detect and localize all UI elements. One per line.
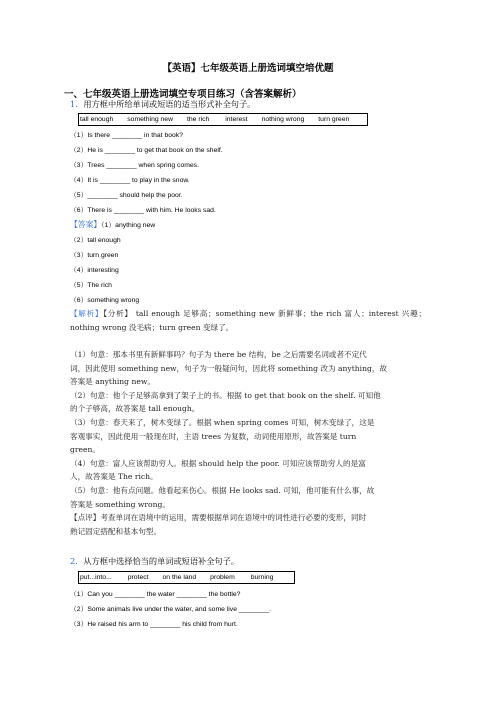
word-bank-option: put...into...: [80, 574, 112, 581]
answer-item: （4）interesting: [70, 267, 119, 274]
word-bank-option: turn green: [318, 116, 350, 123]
question-item: （2）He is ________ to get that book on the shelf.: [70, 147, 223, 154]
analysis-line: 答案是 something wrong。: [70, 499, 170, 509]
page-title: 【英语】七年级英语上册选词填空培优题: [162, 63, 334, 74]
word-bank-box: [78, 113, 368, 126]
analysis-line: 的个子够高，故答案是 tall enough。: [70, 404, 200, 414]
analysis-label: 【解析】: [70, 309, 104, 318]
analysis-line: green。: [70, 445, 100, 455]
word-bank-option: interest: [225, 116, 248, 123]
question-number: 2．: [70, 556, 84, 566]
question-2-prompt: [70, 556, 239, 567]
analysis-line: （5）句意：他有点问题。他看起来伤心。根据 He looks sad. 可知，他可能有什么事，故: [70, 485, 375, 495]
question-item: （3）Trees ________ when spring comes.: [70, 162, 199, 169]
question-1-prompt: [70, 99, 255, 110]
word-bank-option: on the land: [162, 574, 197, 581]
comment-line: 【点评】考查单词在语境中的运用，需要根据单词在语境中的词性进行必要的变形，同时: [70, 513, 367, 523]
comment-line: 熟记固定搭配和基本句型。: [70, 526, 162, 536]
question-item: （2）Some animals live under the water, and some live ________.: [70, 606, 271, 613]
word-bank-option: burning: [250, 574, 274, 581]
analysis-line: （2）句意：他个子足够高拿到了架子上的书。根据 to get that book on the shelf. 可知他: [70, 390, 381, 400]
answer-item: （2）tall enough: [70, 237, 121, 244]
word-bank-option: something new: [127, 116, 173, 123]
analysis-paragraph: [70, 307, 426, 334]
analysis-line: （1）句意：那本书里有新鲜事吗？句子为 there be 结构，be 之后需要名词或者不定代: [70, 350, 367, 359]
question-item: （3）He raised his arm to ________ his child from hurt.: [70, 621, 238, 628]
section-heading: 一、七年级英语上册选词填空专项目练习（含答案解析）: [64, 89, 302, 100]
question-item: （1）Is there ________ in that book?: [70, 132, 183, 139]
analysis-line: 答案是 anything new。: [70, 377, 155, 387]
question-number: 1．: [70, 99, 84, 109]
answer-item: （3）turn green: [70, 252, 119, 259]
analysis-line: （4）句意：富人应该帮助穷人。根据 should help the poor. 可知应该帮助穷人的是富: [70, 458, 366, 468]
question-instruction: 从方框中选择恰当的单词或短语补全句子。: [83, 556, 239, 566]
analysis-details: [70, 348, 426, 538]
answer-line-1: [70, 219, 155, 230]
analysis-line: （3）句意：春天来了，树木变绿了。根据 when spring comes 可知，树木变绿了，这是: [70, 417, 375, 427]
analysis-line: 客观事实，因此使用一般现在时，主语 trees 为复数，动词使用原形，故答案是 turn: [70, 431, 357, 441]
question-item: （5）________ should help the poor.: [70, 192, 183, 199]
word-bank-option: nothing wrong: [261, 116, 305, 123]
analysis-line: 人，故答案是 The rich。: [70, 472, 158, 482]
word-bank-option: problem: [210, 574, 235, 581]
word-bank-option: the rich: [186, 116, 210, 123]
answer-item: （6）something wrong: [70, 297, 140, 304]
answer-label: 【答案】: [70, 220, 102, 229]
answer-item: （1）anything new: [101, 222, 156, 229]
question-item: （6）There is ________ with him. He looks sad.: [70, 207, 216, 214]
analysis-text: 【分析】 tall enough 足够高；something new 新鲜事；the rich 富人；interest 兴趣；nothing wrong 没毛病；turn green 变绿了。: [70, 309, 427, 332]
answer-item: （5）The rich: [70, 282, 112, 289]
question-instruction: 用方框中所给单词或短语的适当形式补全句子。: [83, 99, 256, 109]
analysis-line: 词，因此使用 something new，句子为一般疑问句，因此将 something 改为 anything，故: [70, 363, 388, 373]
word-bank-option: protect: [127, 574, 149, 581]
question-item: （1）Can you ________ the water ________ the bottle?: [70, 591, 241, 598]
word-bank-option: tall enough: [80, 116, 114, 123]
word-bank-box: [78, 571, 295, 584]
question-item: （4）It is ________ to play in the snow.: [70, 177, 190, 184]
